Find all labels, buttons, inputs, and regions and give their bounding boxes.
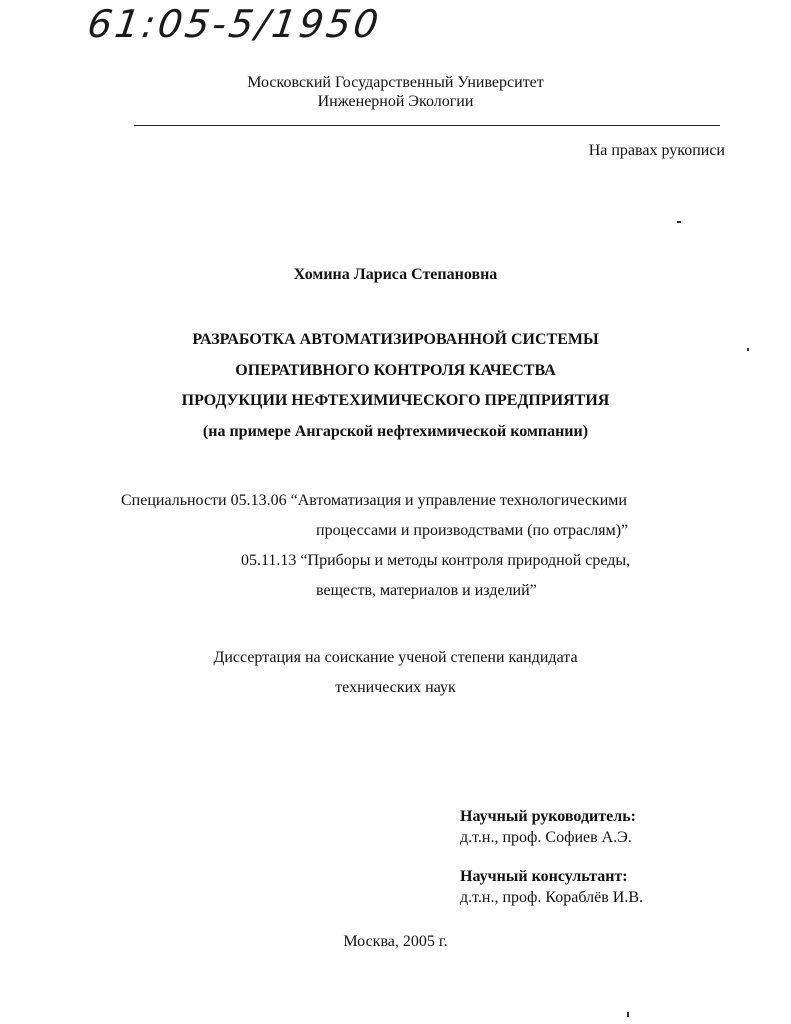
thesis-subtitle: (на примере Ангарской нефтехимической компании) <box>202 423 589 440</box>
author-name: Хомина Лариса Степановна <box>293 266 498 283</box>
scan-speck <box>627 1012 629 1017</box>
header-divider <box>134 125 720 126</box>
place-and-year: Москва, 2005 г. <box>343 933 448 950</box>
specialty-line3: 05.11.13 “Приборы и методы контроля природной среды, <box>241 552 631 569</box>
manuscript-note: На правах рукописи <box>588 142 725 159</box>
scan-speck <box>677 221 681 223</box>
dissertation-degree-line1: Диссертация на соискание ученой степени кандидата <box>213 649 578 666</box>
university-name-line1: Московский Государственный Университет <box>247 74 544 91</box>
consultant-name: д.т.н., проф. Кораблёв И.В. <box>460 889 644 906</box>
supervisor-name: д.т.н., проф. Софиев А.Э. <box>460 829 632 846</box>
university-name-line2: Инженерной Экологии <box>317 93 474 110</box>
supervisor-label: Научный руководитель: <box>460 808 636 825</box>
specialty-line2: процессами и производствами (по отраслям)” <box>316 522 629 539</box>
archive-code-handwritten: 61:05-5/1950 <box>84 2 385 46</box>
thesis-title-line1: РАЗРАБОТКА АВТОМАТИЗИРОВАННОЙ СИСТЕМЫ <box>192 331 599 348</box>
dissertation-degree-line2: технических наук <box>335 679 456 696</box>
thesis-title-line3: ПРОДУКЦИИ НЕФТЕХИМИЧЕСКОГО ПРЕДПРИЯТИЯ <box>181 392 610 409</box>
specialty-line1: Специальности 05.13.06 “Автоматизация и управление технологическими <box>121 492 627 509</box>
consultant-label: Научный консультант: <box>460 868 628 885</box>
thesis-title-line2: ОПЕРАТИВНОГО КОНТРОЛЯ КАЧЕСТВА <box>235 362 556 379</box>
specialty-line4: веществ, материалов и изделий” <box>316 582 537 599</box>
